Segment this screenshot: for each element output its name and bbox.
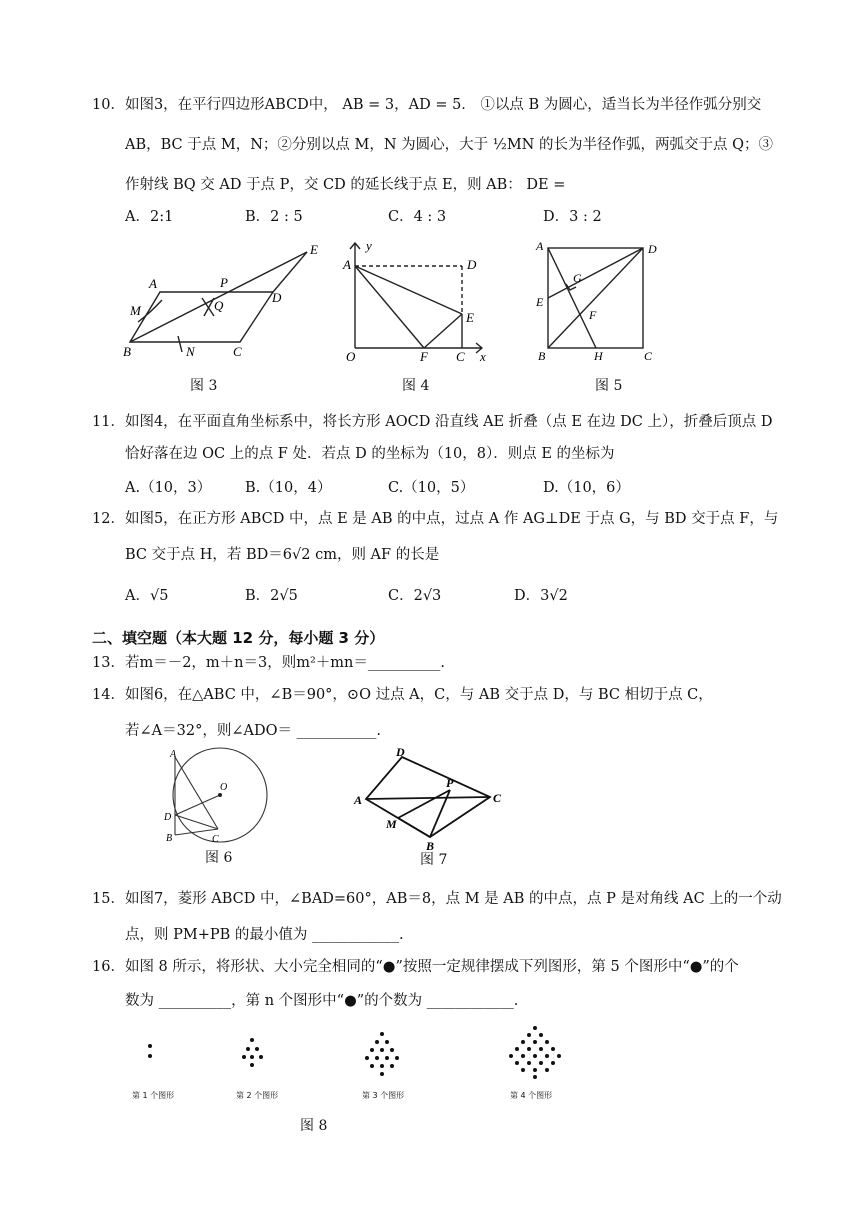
fig4-label-a: A [343, 257, 351, 272]
q10-line2: AB，BC 于点 M，N；②分别以点 M，N 为圆心，大于 ½MN 的长为半径作弧，两弧交于点 Q；③ [125, 137, 773, 153]
q11-option-b: B.（10，4） [245, 480, 332, 496]
q12-option-c: C．2√3 [388, 588, 442, 604]
fig6-caption: 图 6 [205, 850, 233, 866]
pattern-2-dots [242, 1038, 263, 1067]
q14-line2: 若∠A＝32°，则∠ADO＝ ___________. [125, 723, 381, 739]
fig6-label-a: A [170, 749, 177, 760]
q12-option-b: B．2√5 [245, 588, 298, 604]
fig5-label-g: G [573, 271, 582, 285]
fig3-label-e: E [310, 242, 318, 257]
q11-line1: 11．如图4，在平面直角坐标系中，将长方形 AOCD 沿直线 AE 折叠（点 E 在边 DC 上），折叠后顶点 D [92, 414, 773, 430]
fig4-label-o: O [346, 349, 356, 364]
pattern-1-dots [148, 1044, 152, 1058]
fig4-label-e: E [466, 310, 474, 325]
fig3-label-m: M [130, 303, 141, 318]
fig5-label-f: F [589, 308, 597, 322]
q11-option-d: D.（10，6） [543, 480, 630, 496]
fig3-label-a: A [149, 276, 157, 291]
fig8-subcaption-1: 第 1 个图形 [132, 1091, 175, 1100]
fig7-label-m: M [386, 817, 397, 831]
pattern-4-dots [509, 1026, 561, 1079]
q15-line1: 15．如图7，菱形 ABCD 中，∠BAD=60°，AB＝8，点 M 是 AB 的中点，点 P 是对角线 AC 上的一个动 [92, 891, 782, 907]
section-2-title: 二、填空题（本大题 12 分，每小题 3 分） [92, 629, 385, 647]
fig6-label-o: O [220, 782, 228, 793]
q10-option-d: D．3 : 2 [543, 209, 602, 225]
q12-line1: 12．如图5，在正方形 ABCD 中，点 E 是 AB 的中点，过点 A 作 AG⊥DE 于点 G，与 BD 交于点 F，与 [92, 511, 779, 527]
fig6-label-d: D [164, 812, 172, 823]
figure-8-dot-patterns [120, 1020, 580, 1090]
fig3-label-c: C [233, 344, 242, 359]
fig3-label-n: N [186, 344, 195, 359]
fig5-label-c: C [644, 349, 653, 363]
figure-4-rectangle-fold [340, 238, 495, 368]
fig6-label-c: C [212, 834, 219, 845]
fig5-label-b: B [538, 349, 546, 363]
fig4-label-x: x [480, 349, 486, 364]
q12-option-a: A．√5 [125, 588, 169, 604]
q15-line2: 点，则 PM+PB 的最小值为 ____________. [125, 927, 404, 943]
figure-5-square [530, 238, 665, 368]
figure-3-parallelogram [120, 240, 330, 365]
fig3-label-p: P [220, 275, 228, 290]
fig8-subcaption-2: 第 2 个图形 [236, 1091, 279, 1100]
fig3-label-q: Q [214, 298, 224, 313]
q12-option-d: D．3√2 [514, 588, 568, 604]
q10-option-c: C．4 : 3 [388, 209, 447, 225]
pattern-3-dots [365, 1032, 399, 1076]
fig4-label-y: y [366, 238, 372, 253]
fig4-label-d: D [467, 257, 477, 272]
fig7-label-a: A [354, 793, 363, 807]
fig7-label-c: C [493, 791, 502, 805]
q11-line2: 恰好落在边 OC 上的点 F 处．若点 D 的坐标为（10，8）．则点 E 的坐标为 [125, 446, 615, 462]
fig7-label-b: B [426, 839, 435, 850]
fig3-label-b: B [123, 344, 131, 359]
q11-option-a: A.（10，3） [125, 480, 212, 496]
q16-line2: 数为 __________，第 n 个图形中“●”的个数为 ____________. [125, 993, 519, 1009]
fig8-subcaption-3: 第 3 个图形 [362, 1091, 405, 1100]
fig3-caption: 图 3 [190, 378, 218, 394]
fig5-label-d: D [648, 242, 657, 256]
fig4-caption: 图 4 [402, 378, 430, 394]
fig3-label-d: D [272, 290, 282, 305]
q10-option-a: A．2:1 [125, 209, 174, 225]
q10-option-b: B．2 : 5 [245, 209, 303, 225]
q12-line2: BC 交于点 H，若 BD＝6√2 cm，则 AF 的长是 [125, 547, 440, 563]
fig7-label-d: D [396, 745, 405, 759]
q16-line1: 16．如图 8 所示，将形状、大小完全相同的“●”按照一定规律摆成下列图形，第 5 个图形中“●”的个 [92, 959, 739, 975]
figure-6-circle [160, 745, 275, 845]
q13-line1: 13．若m＝－2，m＋n＝3，则m²＋mn＝__________. [92, 655, 445, 671]
q10-line3: 作射线 BQ 交 AD 于点 P，交 CD 的延长线于点 E，则 AB： DE = [125, 177, 566, 193]
fig5-caption: 图 5 [595, 378, 623, 394]
q10-line1: 10．如图3，在平行四边形ABCD中， AB = 3，AD = 5． ①以点 B 为圆心，适当长为半径作弧分别交 [92, 97, 762, 113]
figure-7-rhombus [350, 742, 510, 850]
fig4-label-c: C [456, 349, 465, 364]
q11-option-c: C.（10，5） [388, 480, 475, 496]
fig6-label-b: B [166, 833, 173, 844]
fig5-label-e: E [536, 295, 544, 309]
fig7-caption: 图 7 [420, 852, 448, 868]
q14-line1: 14．如图6，在△ABC 中，∠B＝90°，⊙O 过点 A，C，与 AB 交于点 D，与 BC 相切于点 C， [92, 687, 713, 703]
fig4-label-f: F [420, 349, 428, 364]
fig8-subcaption-4: 第 4 个图形 [510, 1091, 553, 1100]
fig7-label-p: P [446, 776, 454, 790]
fig8-caption: 图 8 [300, 1118, 328, 1134]
fig5-label-h: H [594, 349, 603, 363]
fig5-label-a: A [536, 239, 544, 253]
